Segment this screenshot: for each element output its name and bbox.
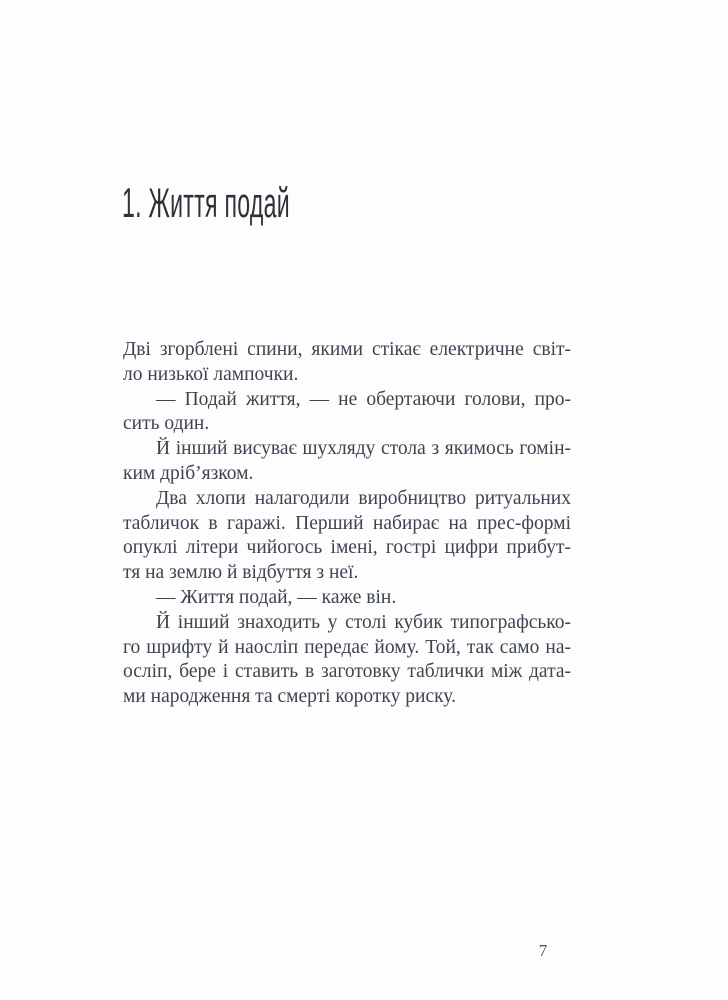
- text-line: ми народження та смерті коротку риску.: [123, 686, 456, 708]
- text-line: — Життя подай, — каже він.: [156, 586, 397, 608]
- text-line: го шрифту й наосліп передає йому. Той, так само на-: [123, 636, 571, 658]
- text-line: опуклі літери чийогось імені, гострі цифри прибут-: [123, 537, 571, 559]
- paragraph: [123, 586, 571, 611]
- page-number: 7: [538, 941, 548, 960]
- paragraph: [123, 611, 571, 710]
- paragraph: [123, 437, 571, 487]
- paragraph: [123, 388, 571, 438]
- text-line: Й інший висуває шухляду стола з якимось гомін-: [156, 438, 571, 460]
- chapter-title: [122, 181, 427, 225]
- paragraph: [123, 338, 571, 388]
- chapter-title-text: 1. Життя подай: [122, 179, 290, 226]
- text-line: ким дріб’язком.: [123, 462, 254, 484]
- text-line: Й інший знаходить у столі кубик типографсько-: [156, 611, 571, 633]
- text-line: табличок в гаражі. Перший набирає на прес-формі: [123, 512, 571, 534]
- text-line: ло низької лампочки.: [123, 363, 299, 385]
- paragraph: [123, 487, 571, 586]
- text-line: Дві згорблені спини, якими стікає електричне світ-: [123, 339, 571, 360]
- text-line: осліп, бере і ставить в заготовку таблички між дата-: [123, 661, 571, 683]
- text-line: сить один.: [123, 413, 210, 435]
- text-line: — Подай життя, — не обертаючи голови, про-: [156, 388, 571, 410]
- body-text: [123, 338, 571, 710]
- text-line: Два хлопи налагодили виробництво ритуальних: [156, 487, 571, 509]
- text-line: тя на землю й відбуття з неї.: [123, 562, 359, 584]
